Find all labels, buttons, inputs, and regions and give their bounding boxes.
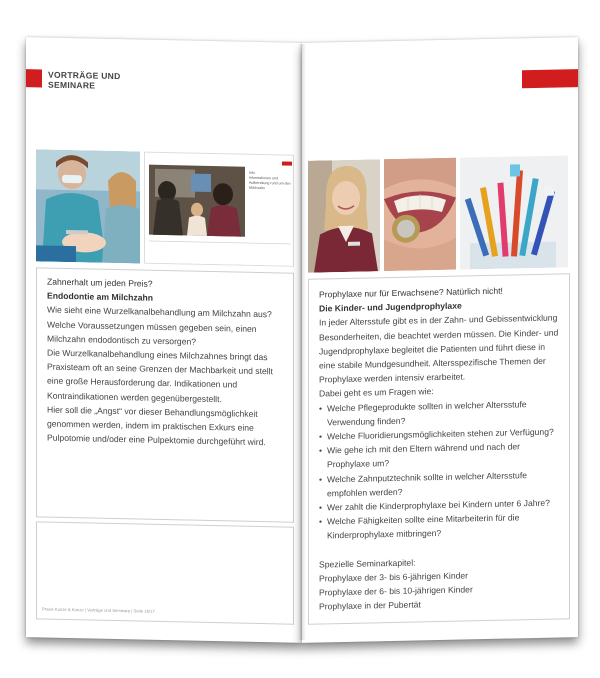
list-item: • Welche Pflegeprodukte sollten in welcher Altersstufe Verwendung finden? — [319, 396, 561, 429]
slide-caption: Info Informationen und Aufbereitung rund um den Milchzahn — [249, 170, 291, 191]
right-text-box — [308, 273, 570, 624]
left-heading: Endodontie am Milchzahn — [47, 290, 153, 303]
list-item: • Welche Fähigkeiten sollte eine Mitarbeiterin für die Kinderprophylaxe mitbringen? — [319, 510, 561, 543]
right-question: Prophylaxe nur für Erwachsene? Natürlich nicht! — [319, 285, 503, 300]
right-paragraph: In jeder Altersstufe gibt es in der Zahn- und Gebissentwicklung Besonderheiten, die beachtet werden müssen. Die Kinder- und Jugendprophylaxe begleitet die Patienten und führt diese in eine stabile Mundgesundheit. Altersspezifische Themen der Prophylaxe werden intensiv erarbeitet. — [319, 312, 559, 385]
brochure-right-page — [302, 37, 578, 643]
seminar-item: Prophylaxe der 6- bis 10-jährigen Kinder — [319, 584, 473, 598]
left-text-box — [36, 267, 294, 522]
photo-toothbrushes — [460, 155, 568, 269]
list-item: • Wer zahlt die Kinderprophylaxe bei Kindern unter 6 Jahre? — [319, 496, 561, 515]
brochure-left-page — [26, 37, 302, 643]
left-red-bar — [26, 69, 42, 87]
photo-dental-assistant — [308, 159, 380, 273]
list-item: • Welche Zahnputztechnik sollte in welcher Altersstufe empfohlen werden? — [319, 467, 561, 500]
list-item: • Welche Fluoridierungsmöglichkeiten stehen zur Verfügung? — [319, 424, 561, 443]
list-item: • Wie gehe ich mit den Eltern während und nach der Prophylaxe um? — [319, 439, 561, 472]
left-paragraph: Wie sieht eine Wurzelkanalbehandlung am Milchzahn aus? Welche Voraussetzungen müssen gegeben sein, einen Milchzahn endodontisch zu versorgen? — [47, 304, 272, 347]
right-red-bar — [522, 69, 578, 88]
photo-teeth-coin — [384, 158, 456, 272]
left-paragraph: Hier soll die „Angst“ vor dieser Behandlungsmöglichkeit genommen werden, indem im praktischen Exkurs eine Pulpotomie und/oder eine Pulpektomie durchgeführt wird. — [47, 404, 266, 448]
photo-dentist-treatment — [36, 149, 140, 263]
seminar-item: Prophylaxe in der Pubertät — [319, 599, 421, 612]
page-footer: Praxis Kunze & Kunze | Vorträge und Seminare | Seite 16/17 — [42, 606, 155, 614]
right-paragraph: Dabei geht es um Fragen wie: — [319, 386, 434, 399]
right-heading: Die Kinder- und Jugendprophylaxe — [319, 300, 462, 314]
section-header: VORTRÄGE UND SEMINARE — [48, 69, 121, 91]
left-paragraph: Die Wurzelkanalbehandlung eines Milchzahnes bringt das Praxisteam oft an seine Grenzen der Machbarkeit und stellt eine große Herausforderung dar. Indikationen und Kontraindikationen werden gegenübergestellt. — [47, 347, 273, 404]
left-question: Zahnerhalt um jeden Preis? — [47, 276, 153, 289]
question-list — [319, 396, 561, 543]
presentation-slide — [144, 152, 294, 267]
seminar-label: Spezielle Seminarkapitel: — [319, 557, 416, 570]
seminar-item: Prophylaxe der 3- bis 6-jährigen Kinder — [319, 570, 469, 584]
